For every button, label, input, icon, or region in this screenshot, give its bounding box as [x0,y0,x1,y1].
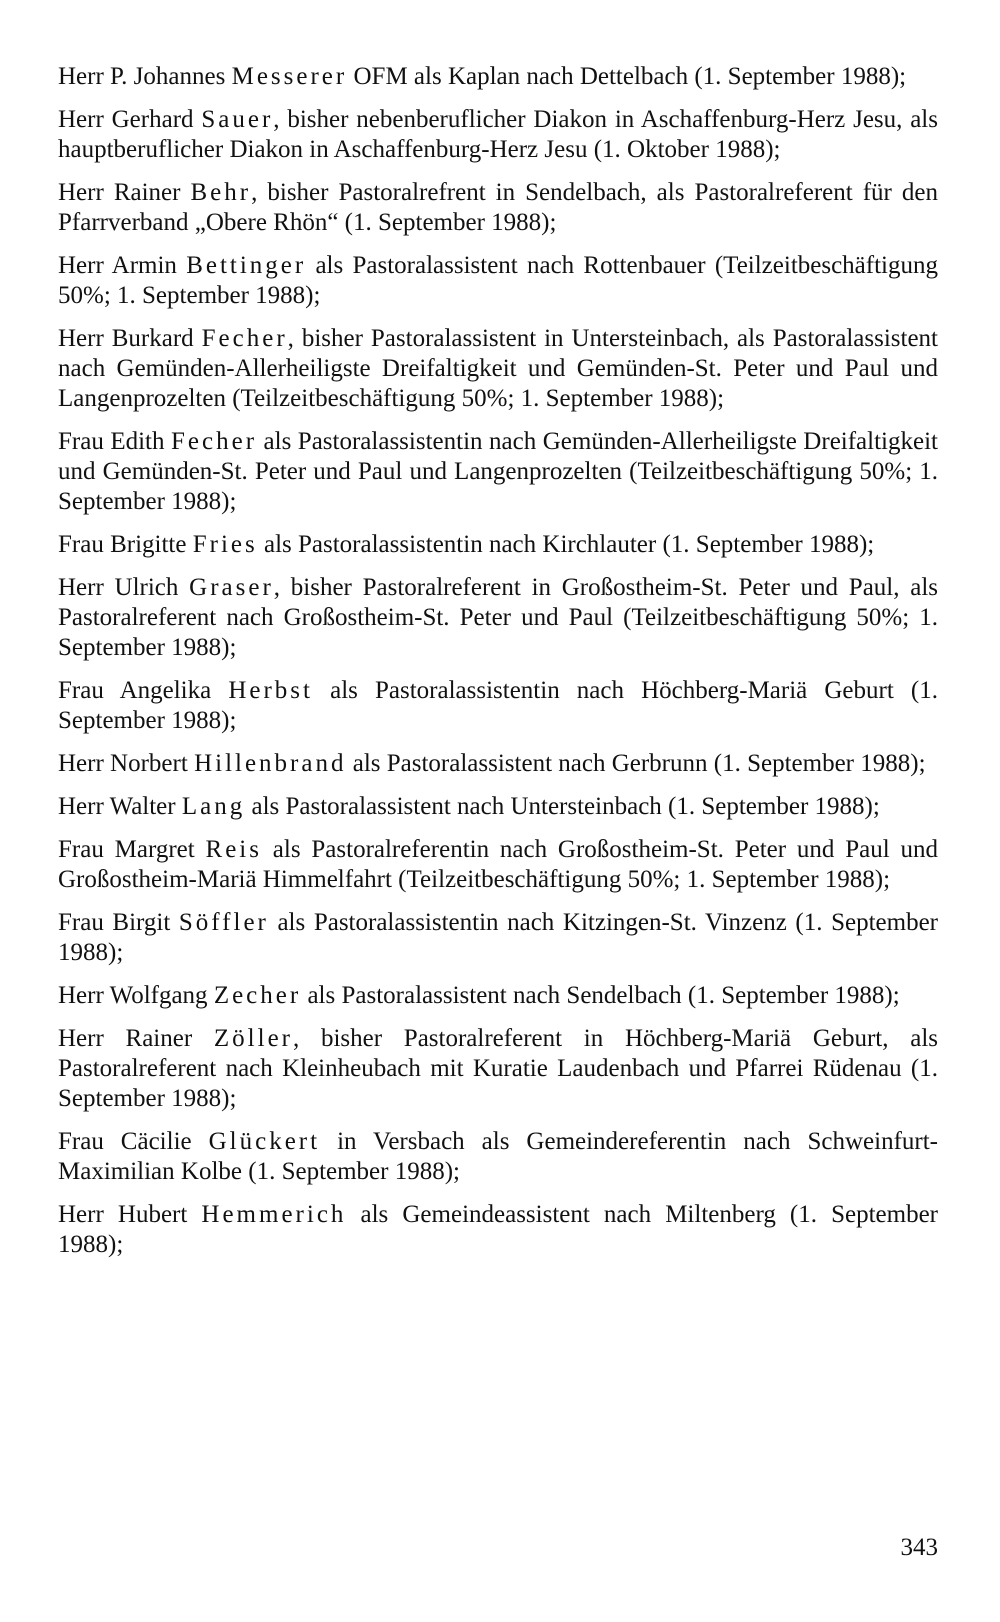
entry-prefix: Frau Birgit [58,909,179,936]
entry-prefix: Frau Edith [58,428,171,455]
entry-prefix: Frau Angelika [58,677,229,704]
entry-text: als Pastoralassistent nach Rottenbauer (Teilzeitbeschäftigung 50%; 1. September 1988); [58,252,938,309]
person-surname: Graser [189,574,274,601]
appointment-entry [58,749,938,779]
appointment-entry [58,1200,938,1260]
entry-prefix: Herr Rainer [58,179,191,206]
entry-text: , bisher Pastoralreferent in Höchberg-Mariä Geburt, als Pastoralreferent nach Kleinheubach mit Kuratie Laudenbach und Pfarrei Rüdenau (1. September 1988); [58,1025,938,1112]
entry-prefix: Herr Armin [58,252,187,279]
person-surname: Bettinger [186,252,307,279]
entry-text: als Pastoralassistentin nach Höchberg-Mariä Geburt (1. September 1988); [58,677,938,734]
entry-prefix: Herr Walter [58,793,182,820]
person-surname: Reis [205,836,262,863]
entry-prefix: Herr P. Johannes [58,63,232,90]
document-page [58,62,938,1273]
entry-text: als Pastoralassistent nach Sendelbach (1. September 1988); [301,982,900,1009]
entry-text: als Pastoralassistentin nach Kirchlauter (1. September 1988); [257,531,875,558]
appointment-entry [58,251,938,311]
entry-text: als Pastoralassistentin nach Gemünden-Allerheiligste Dreifaltigkeit und Gemünden-St. Peter und Paul und Langenprozelten (Teilzeitbeschäftigung 50%; 1. September 1988); [58,428,938,515]
entry-prefix: Herr Norbert [58,750,195,777]
person-surname: Sauer [201,106,274,133]
entry-text: als Pastoralreferentin nach Großostheim-St. Peter und Paul und Großostheim-Mariä Himmelfahrt (Teilzeitbeschäftigung 50%; 1. September 1988); [58,836,938,893]
appointment-entry [58,427,938,517]
entry-text: als Gemeindeassistent nach Miltenberg (1. September 1988); [58,1201,938,1258]
entry-text: als Pastoralassistent nach Gerbrunn (1. September 1988); [346,750,926,777]
entry-text: in Versbach als Gemeindereferentin nach Schweinfurt-Maximilian Kolbe (1. September 1988); [58,1128,938,1185]
person-surname: Zecher [213,982,302,1009]
person-surname: Glückert [208,1128,321,1155]
appointment-entry [58,908,938,968]
appointment-entry [58,1127,938,1187]
appointment-entry [58,324,938,414]
appointment-entry [58,62,938,92]
person-surname: Zöller [213,1025,293,1052]
entry-prefix: Frau Brigitte [58,531,193,558]
appointment-entry [58,981,938,1011]
person-surname: Messerer [231,63,348,90]
person-surname: Behr [190,179,252,206]
person-surname: Fecher [201,325,288,352]
entry-text: als Pastoralassistent nach Untersteinbach (1. September 1988); [245,793,880,820]
appointment-entry [58,1024,938,1114]
appointment-entry [58,835,938,895]
entry-prefix: Frau Margret [58,836,206,863]
person-surname: Herbst [228,677,313,704]
entry-text: , bisher Pastoralrefrent in Sendelbach, als Pastoralreferent für den Pfarrverband „Obere Rhön“ (1. September 1988); [58,179,938,236]
entry-prefix: Herr Rainer [58,1025,214,1052]
person-surname: Hemmerich [201,1201,347,1228]
appointment-entry [58,105,938,165]
person-surname: Lang [181,793,246,820]
appointment-entry [58,676,938,736]
appointment-entry [58,573,938,663]
entry-text: , bisher Pastoralassistent in Untersteinbach, als Pastoralassistent nach Gemünden-Allerheiligste Dreifaltigkeit und Gemünden-St. Peter und Paul und Langenprozelten (Teilzeitbeschäftigung 50%; 1. September 1988); [58,325,938,412]
entry-prefix: Herr Ulrich [58,574,190,601]
appointment-entry [58,792,938,822]
entry-prefix: Herr Gerhard [58,106,202,133]
entry-text: OFM als Kaplan nach Dettelbach (1. September 1988); [347,63,907,90]
entry-prefix: Herr Wolfgang [58,982,214,1009]
person-surname: Söffler [178,909,269,936]
appointment-entry [58,178,938,238]
entry-text: als Pastoralassistentin nach Kitzingen-St. Vinzenz (1. September 1988); [58,909,938,966]
entry-prefix: Herr Burkard [58,325,202,352]
person-surname: Hillenbrand [194,750,347,777]
person-surname: Fecher [171,428,258,455]
person-surname: Fries [192,531,258,558]
entry-prefix: Herr Hubert [58,1201,202,1228]
entry-prefix: Frau Cäcilie [58,1128,209,1155]
appointment-entry [58,530,938,560]
entry-text: , bisher Pastoralreferent in Großostheim-St. Peter und Paul, als Pastoralreferent nach Großostheim-St. Peter und Paul (Teilzeitbeschäftigung 50%; 1. September 1988); [58,574,938,661]
entry-text: , bisher nebenberuflicher Diakon in Aschaffenburg-Herz Jesu, als hauptberuflicher Diakon in Aschaffenburg-Herz Jesu (1. Oktober 1988); [58,106,938,163]
page-number: 343 [900,1534,938,1561]
